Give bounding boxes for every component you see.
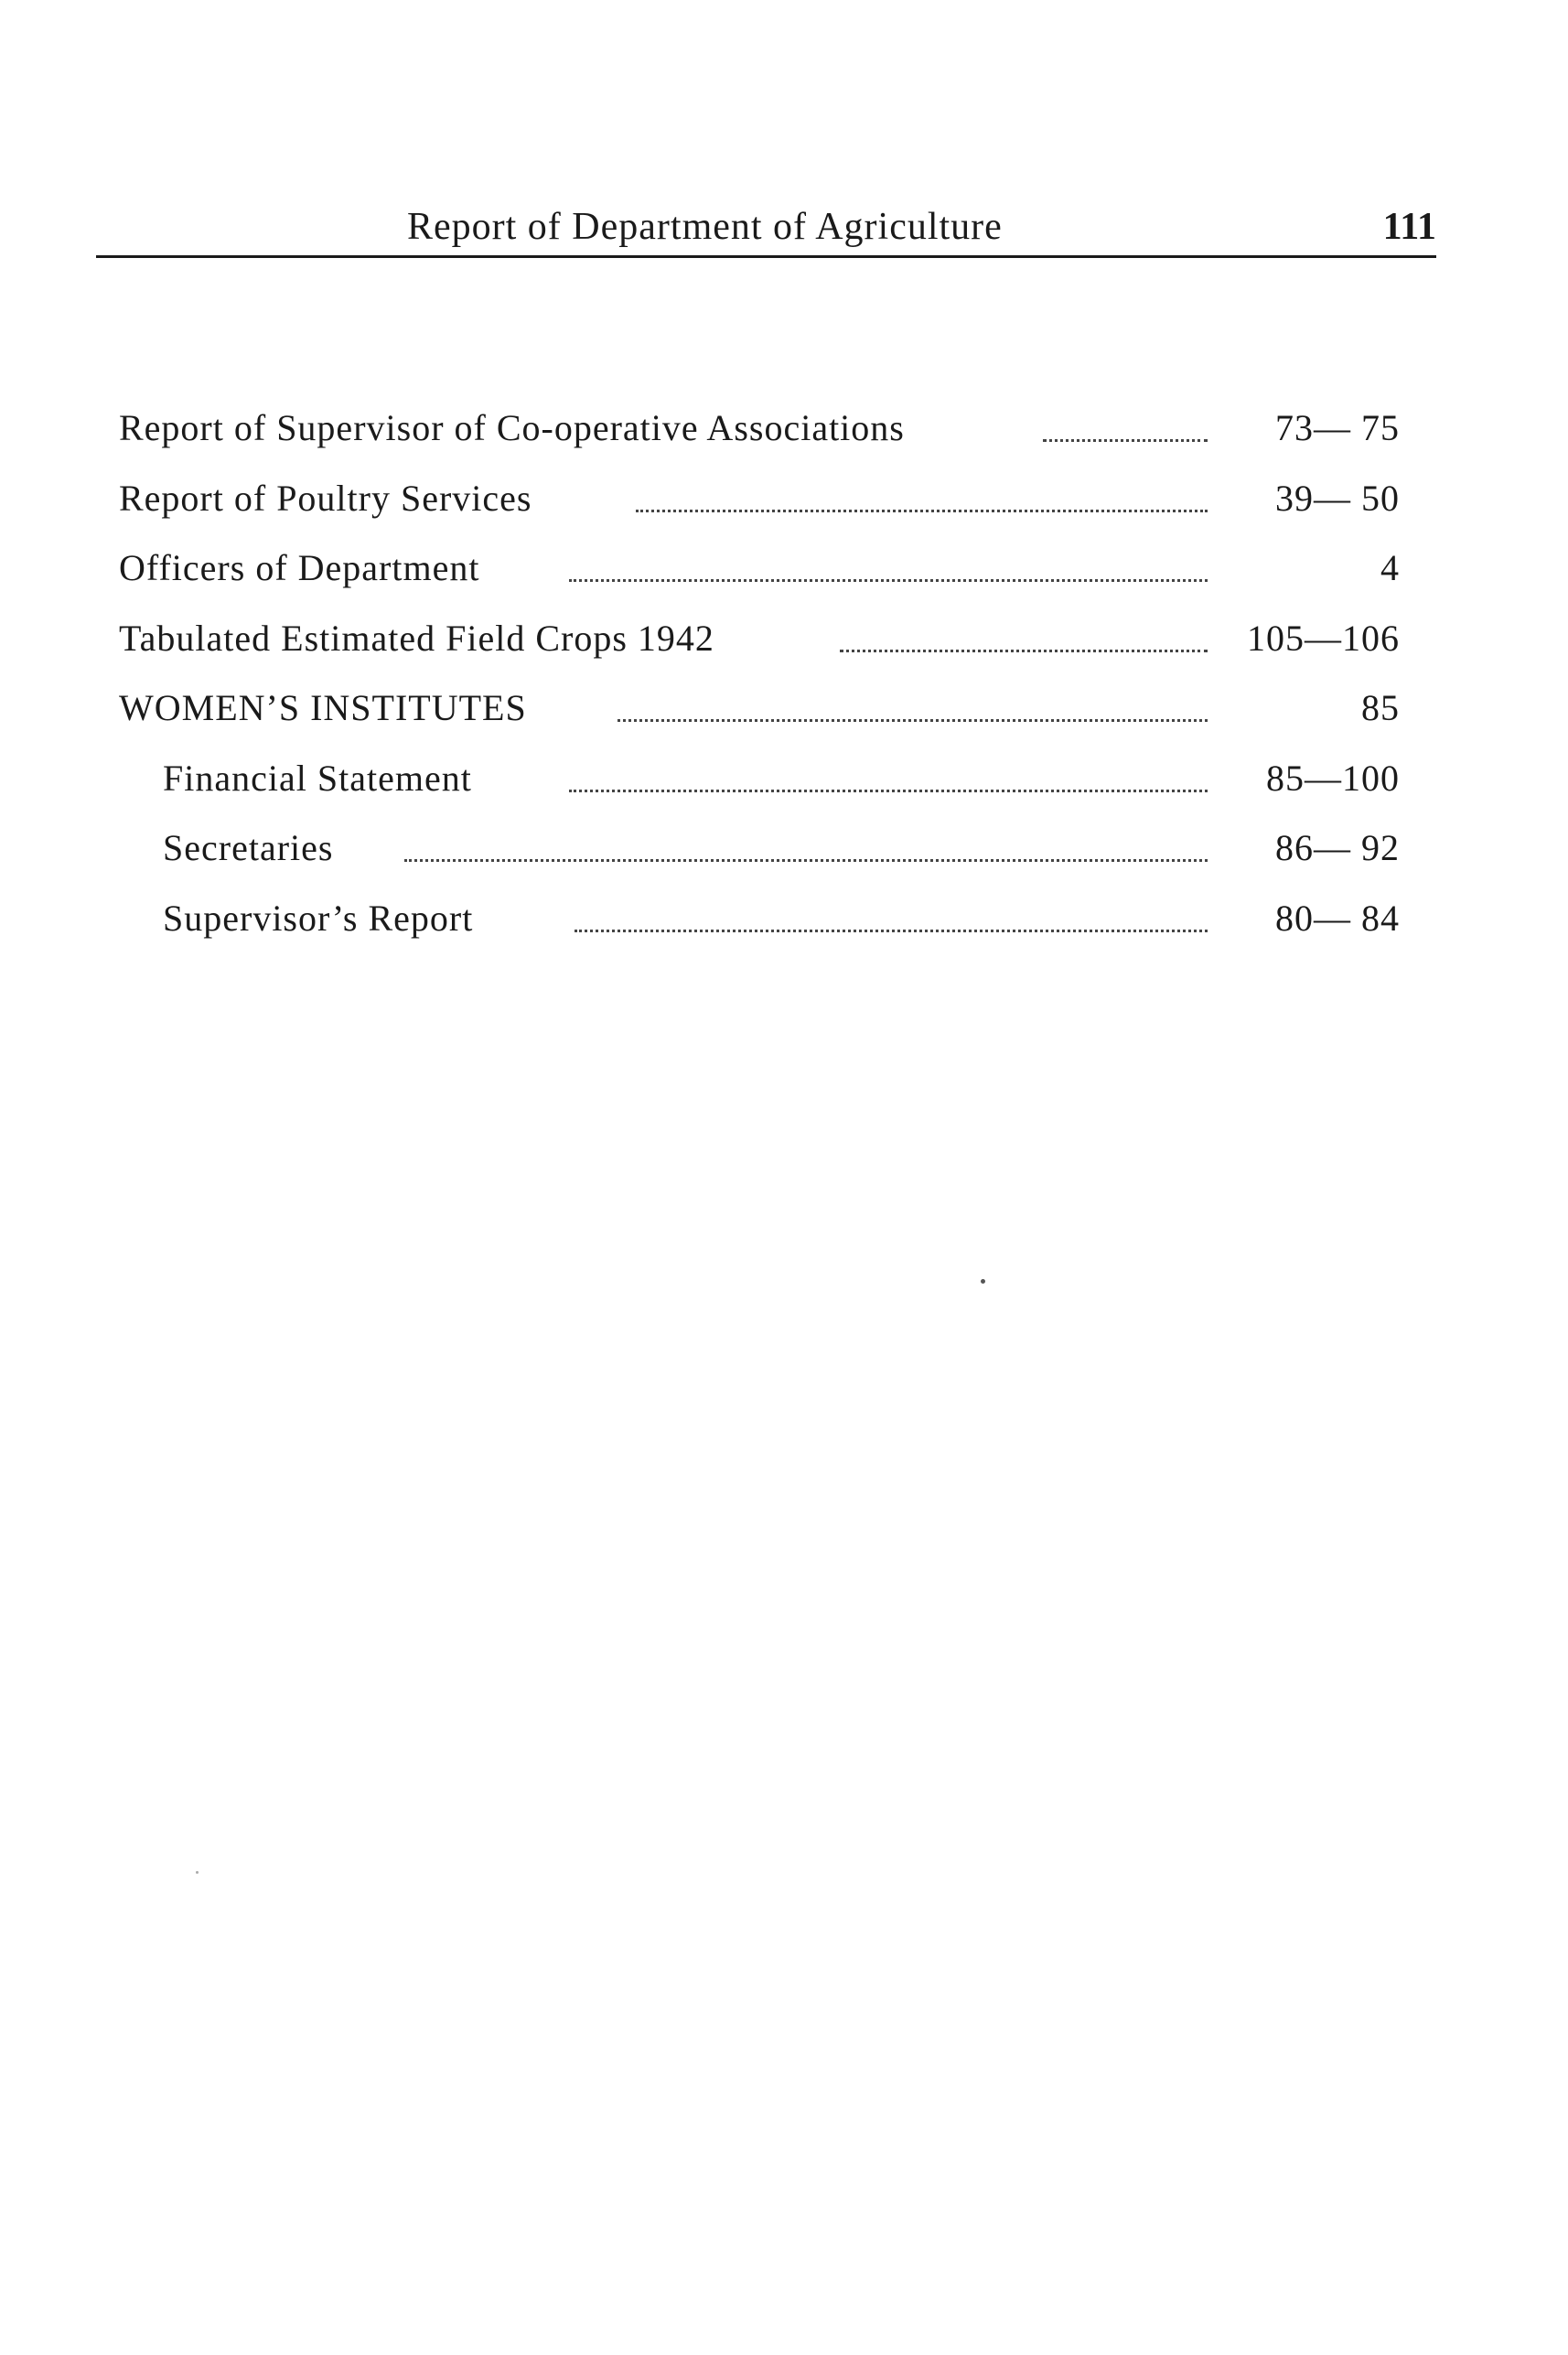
entry-label: WOMEN’S INSTITUTES bbox=[119, 687, 527, 728]
entry-pages: 39— 50 bbox=[1275, 477, 1400, 519]
entry-pages: 80— 84 bbox=[1275, 897, 1400, 939]
index-list bbox=[119, 399, 1400, 959]
paper-speck bbox=[196, 1871, 199, 1874]
index-subentry bbox=[119, 819, 1400, 889]
dot-leader bbox=[618, 719, 1208, 722]
entry-pages: 73— 75 bbox=[1275, 407, 1400, 448]
index-entry bbox=[119, 679, 1400, 749]
index-entry bbox=[119, 539, 1400, 609]
entry-label: Financial Statement bbox=[163, 757, 472, 799]
entry-label: Supervisor’s Report bbox=[163, 897, 474, 939]
entry-label: Secretaries bbox=[163, 827, 334, 868]
dot-leader bbox=[404, 859, 1208, 862]
page-number: 111 bbox=[1382, 206, 1436, 248]
running-title: Report of Department of Agriculture bbox=[407, 206, 1003, 248]
running-header bbox=[96, 199, 1436, 254]
index-subentry bbox=[119, 749, 1400, 820]
entry-pages: 105—106 bbox=[1247, 617, 1400, 659]
dot-leader bbox=[569, 579, 1208, 582]
dot-leader bbox=[575, 930, 1208, 932]
paper-speck bbox=[981, 1279, 985, 1284]
index-subentry bbox=[119, 889, 1400, 960]
entry-pages: 85 bbox=[1361, 687, 1400, 728]
index-entry bbox=[119, 399, 1400, 469]
entry-label: Officers of Department bbox=[119, 547, 480, 588]
index-entry bbox=[119, 609, 1400, 680]
entry-label: Report of Supervisor of Co-operative Associations bbox=[119, 407, 905, 448]
entry-label: Report of Poultry Services bbox=[119, 477, 532, 519]
entry-label: Tabulated Estimated Field Crops 1942 bbox=[119, 617, 714, 659]
dot-leader bbox=[569, 790, 1208, 792]
dot-leader bbox=[636, 510, 1208, 512]
dot-leader bbox=[1043, 439, 1208, 442]
entry-pages: 86— 92 bbox=[1275, 827, 1400, 868]
dot-leader bbox=[840, 650, 1208, 652]
entry-pages: 85—100 bbox=[1266, 757, 1400, 799]
entry-pages: 4 bbox=[1380, 547, 1400, 588]
header-rule bbox=[96, 255, 1436, 258]
index-entry bbox=[119, 469, 1400, 540]
